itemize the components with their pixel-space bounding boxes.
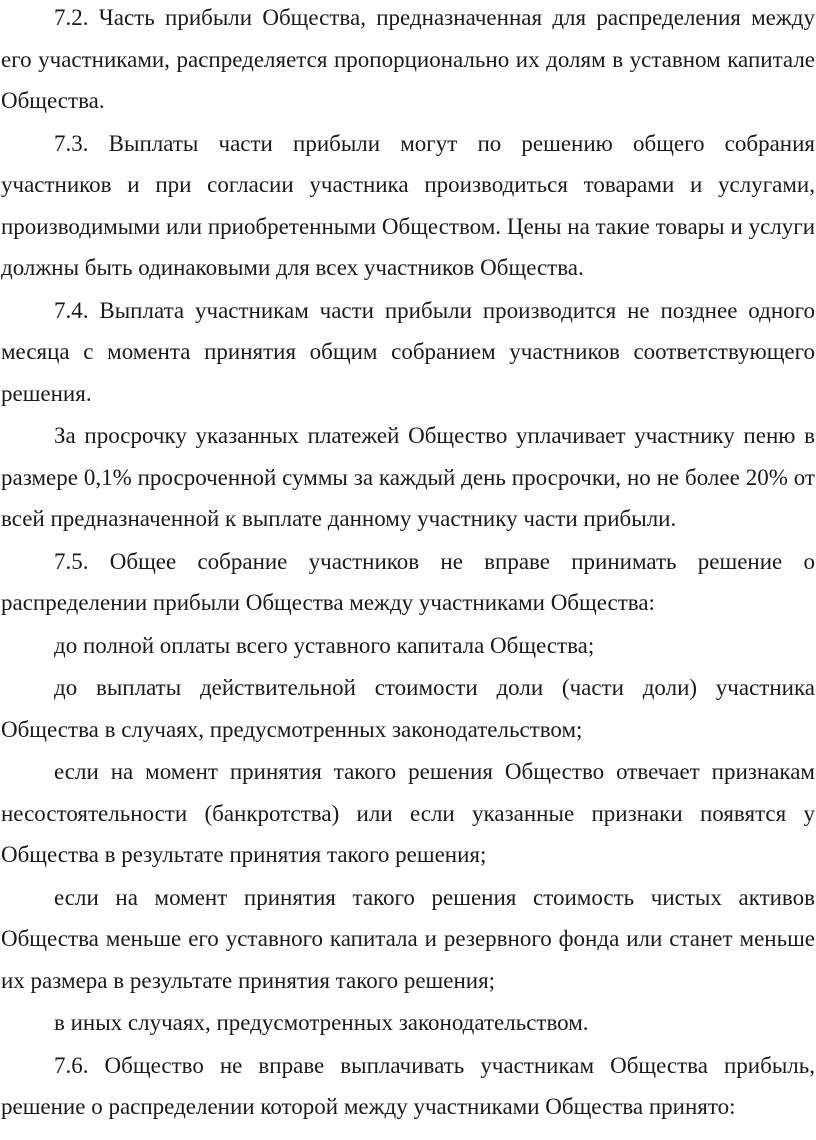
paragraph-7-6: 7.6. Общество не вправе выплачивать участникам Общества прибыль, решение о распределении которой между участниками Общества принято:	[1, 1052, 815, 1119]
paragraph-penalty: За просрочку указанных платежей Общество уплачивает участнику пеню в размере 0,1% просроченной суммы за каждый день просрочки, но не более 20% от всей предназначенной к выплате данному участнику части прибыли.	[1, 423, 815, 531]
list-item-other-cases: в иных случаях, предусмотренных законодательством.	[54, 1010, 589, 1035]
paragraph-7-3: 7.3. Выплаты части прибыли могут по решению общего собрания участников и при согласии участника производиться товарами и услугами, производимыми или приобретенными Обществом. Цены на такие товары и услуги должны быть одинаковыми для всех участников Общества.	[1, 130, 815, 280]
list-item-insolvency: если на момент принятия такого решения Общество отвечает признакам несостоятельности (банкротства) или если указанные признаки появятся у Общества в результате принятия такого решения;	[1, 759, 815, 867]
paragraph-7-4: 7.4. Выплата участникам части прибыли производится не позднее одного месяца с момента принятия общим собранием участников соответствующего решения.	[1, 297, 815, 406]
list-item-net-assets: если на момент принятия такого решения стоимость чистых активов Общества меньше его уставного капитала и резервного фонда или станет меньше их размера в результате принятия такого решения;	[1, 884, 815, 993]
paragraph-7-5: 7.5. Общее собрание участников не вправе принимать решение о распределении прибыли Общества между участниками Общества:	[1, 548, 815, 615]
paragraph-7-2: 7.2. Часть прибыли Общества, предназначенная для распределения между его участниками, распределяется пропорционально их долям в уставном капитале Общества.	[1, 5, 815, 113]
list-item-share-value: до выплаты действительной стоимости доли (части доли) участника Общества в случаях, предусмотренных законодательством;	[1, 675, 815, 742]
list-item-capital-payment: до полной оплаты всего уставного капитала Общества;	[54, 632, 595, 658]
